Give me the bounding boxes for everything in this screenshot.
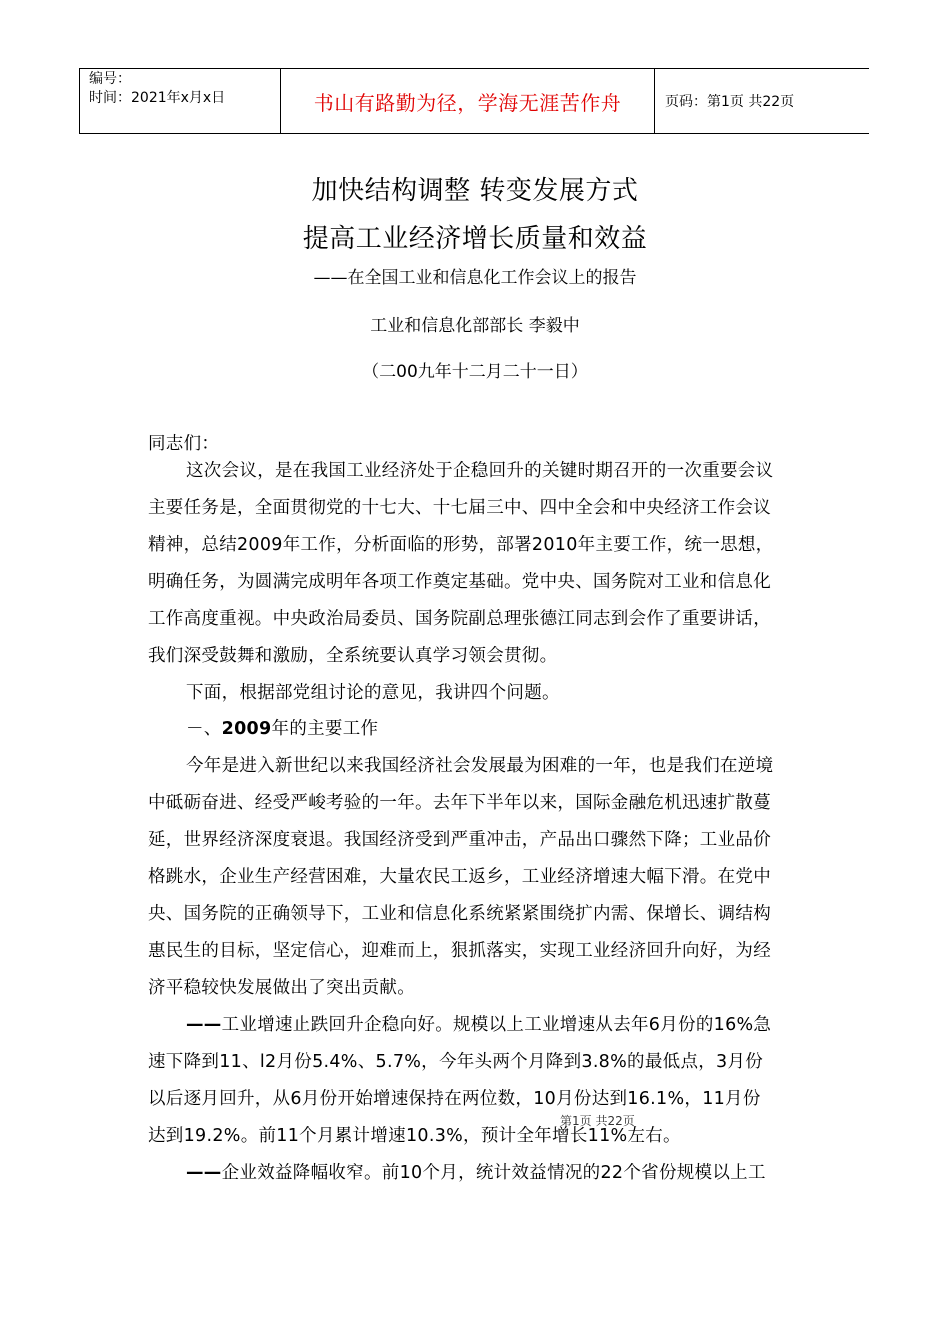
doc-title-2: 提高工业经济增长质量和效益 [302,224,648,254]
paragraph-3-line-5: 央、国务院的正确领导下，工业和信息化系统紧紧围绕扩内需、保增长、调结构 [148,904,771,924]
paragraph-3-line-6: 惠民生的目标，坚定信心，迎难而上，狠抓落实，实现工业经济回升向好，为经 [148,941,771,961]
motto-text: 书山有路勤为径，学海无涯苦作舟 [313,90,622,115]
paragraph-5-dash: —— [186,1163,222,1183]
paragraph-4-line-1 [186,1011,826,1036]
paragraph-3-line-3: 延，世界经济深度衰退。我国经济受到严重冲击，产品出口骤然下降；工业品价 [148,830,771,850]
paragraph-4-dash: —— [186,1015,222,1035]
paragraph-1-line-3: 精神，总结2009年工作，分析面临的形势，部署2010年主要工作，统一思想， [148,535,774,555]
paragraph-5-line-1 [186,1159,826,1184]
doc-author: 工业和信息化部部长 李毅中 [370,316,580,336]
paragraph-1-line-2: 主要任务是，全面贯彻党的十七大、十七届三中、四中全会和中央经济工作会议 [148,498,771,518]
number-label: 编号： [89,71,131,87]
paragraph-1-line-1: 这次会议，是在我国工业经济处于企稳回升的关键时期召开的一次重要会议 [186,461,774,481]
page-label: 页码：第1页 共22页 [665,94,795,110]
paragraph-2: 下面，根据部党组讨论的意见，我讲四个问题。 [186,683,560,703]
header-table [79,68,869,134]
section-prefix: －、 [186,719,222,739]
header-meta-cell [80,69,281,133]
paragraph-4-line-4: 达到19.2%。前11个月累计增速10.3%，预计全年增长11%左右。 [148,1126,681,1146]
section-rest: 年的主要工作 [271,719,379,739]
paragraph-3-line-4: 格跳水，企业生产经营困难，大量农民工返乡，工业经济增速大幅下滑。在党中 [148,867,771,887]
paragraph-4-text-1: 工业增速止跌回升企稳向好。规模以上工业增速从去年6月份的16%急 [221,1015,772,1035]
paragraph-4-line-2: 速下降到11、l2月份5.4%、5.7%，今年头两个月降到3.8%的最低点，3月份 [148,1052,764,1072]
paragraph-3-line-7: 济平稳较快发展做出了突出贡献。 [148,978,415,998]
section-year: 2009 [221,719,272,739]
section-heading [186,715,862,740]
header-motto-cell [281,69,655,133]
doc-subtitle: ——在全国工业和信息化工作会议上的报告 [313,268,637,288]
paragraph-5-text-1: 企业效益降幅收窄。前10个月，统计效益情况的22个省份规模以上工 [221,1163,766,1183]
paragraph-1-line-5: 工作高度重视。中央政治局委员、国务院副总理张德江同志到会作了重要讲话， [148,609,771,629]
paragraph-1-line-4: 明确任务，为圆满完成明年各项工作奠定基础。党中央、国务院对工业和信息化 [148,572,771,592]
paragraph-1-line-6: 我们深受鼓舞和激励，全系统要认真学习领会贯彻。 [148,646,558,666]
doc-date: （二00九年十二月二十一日） [362,362,588,382]
paragraph-3-line-1: 今年是进入新世纪以来我国经济社会发展最为困难的一年，也是我们在逆境 [186,756,774,776]
paragraph-3-line-2: 中砥砺奋进、经受严峻考验的一年。去年下半年以来，国际金融危机迅速扩散蔓 [148,793,771,813]
page-footer-overlay: 第1页 共22页 [560,1114,635,1128]
time-label: 时间：2021年x月x日 [89,90,226,106]
paragraph-4-line-3: 以后逐月回升，从6月份开始增速保持在两位数，10月份达到16.1%，11月份 [148,1089,761,1109]
header-page-cell [655,69,869,133]
greeting: 同志们： [148,434,220,454]
doc-title-1: 加快结构调整 转变发展方式 [311,176,639,206]
